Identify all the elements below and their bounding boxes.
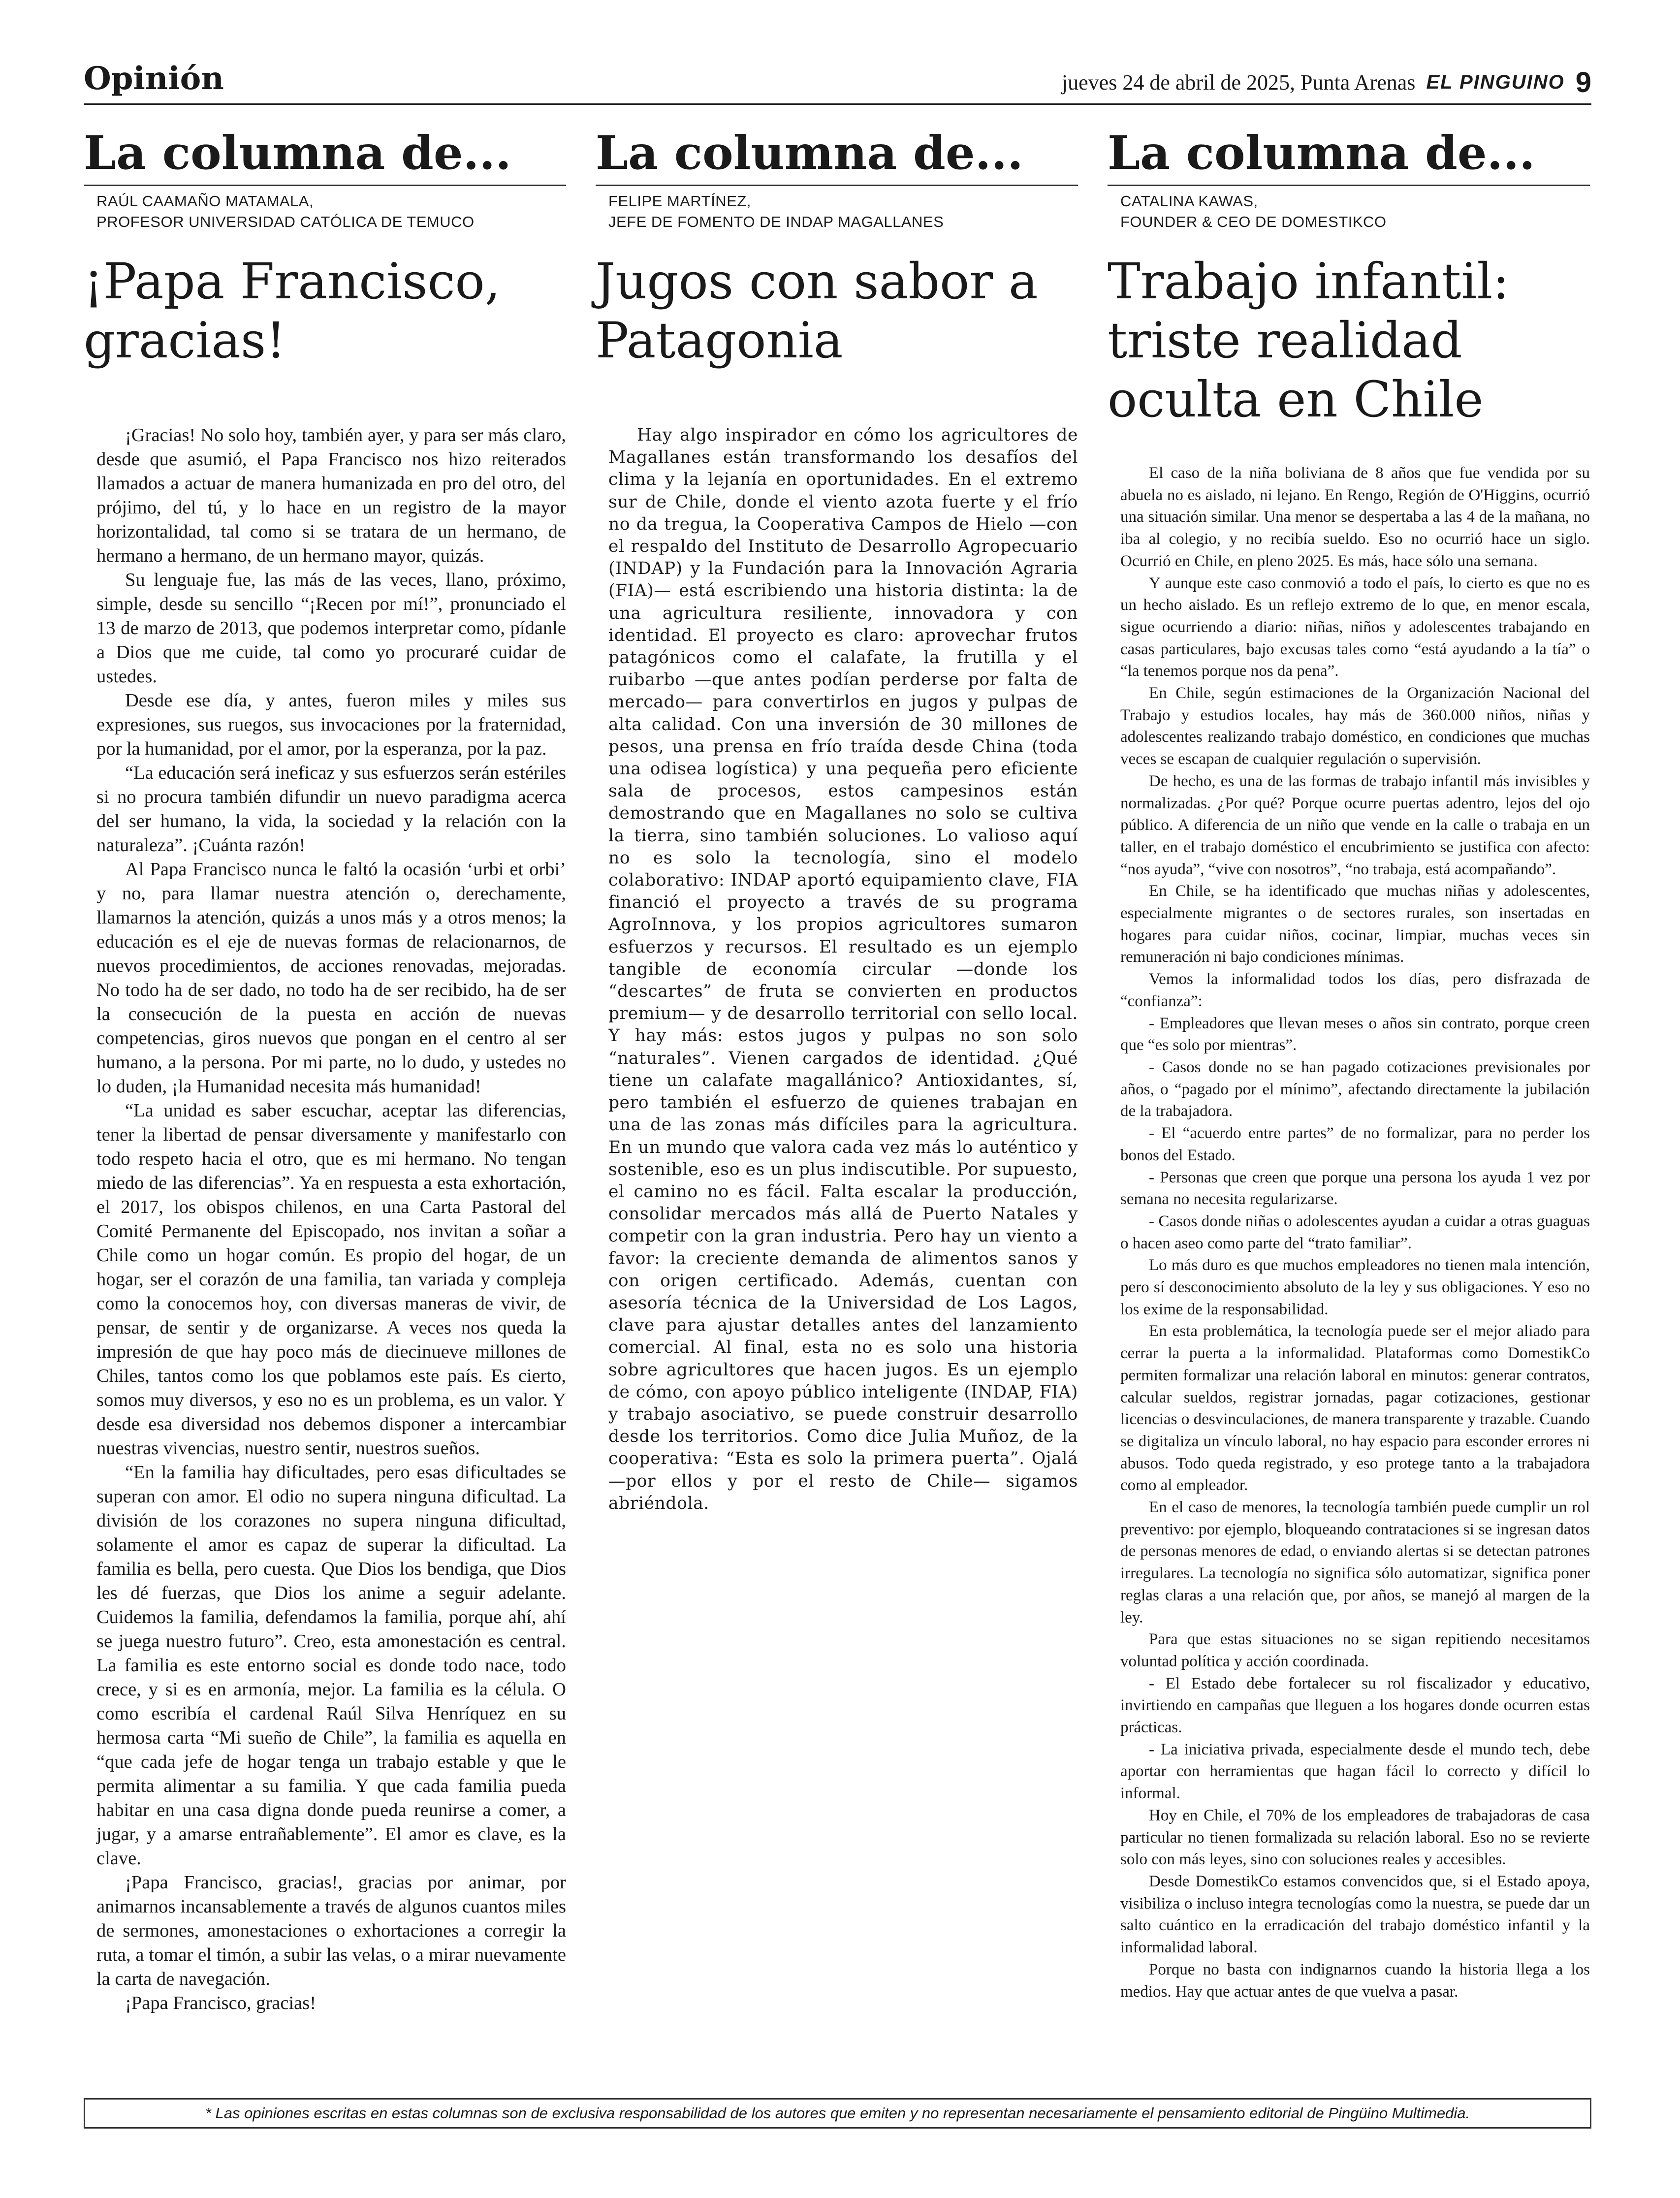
- article-paragraph: En Chile, se ha identificado que muchas niñas y adolescentes, especialmente migrantes o de sectores rurales, son insertadas en hogares para cuidar niños, cocinar, limpiar, muchas veces sin remuneración ni bajo condiciones mínimas.: [1120, 882, 1590, 966]
- author-role: PROFESOR UNIVERSIDAD CATÓLICA DE TEMUCO: [96, 213, 475, 230]
- article-paragraph: - Empleadores que llevan meses o años sin contrato, porque creen que “es solo por mientras”.: [1120, 1014, 1590, 1054]
- article-paragraph: - La iniciativa privada, especialmente desde el mundo tech, debe aportar con herramientas que hagan fácil lo correcto y difícil lo informal.: [1120, 1740, 1590, 1803]
- article-paragraph: Vemos la informalidad todos los días, pero disfrazada de “confianza”:: [1120, 970, 1590, 1010]
- header-info: [1062, 65, 1591, 99]
- article-paragraph: Su lenguaje fue, las más de las veces, llano, próximo, simple, desde su sencillo “¡Recen por mí!”, pronunciado el 13 de marzo de 2013, que podemos interpretar como, pídanle a Dios que me cuide, tal como yo procuraré cuidar de ustedes.: [96, 570, 566, 687]
- article-paragraph: Desde DomestikCo estamos convencidos que, si el Estado apoya, visibiliza o incluso integra tecnologías como la nuestra, se puede dar un salto cuántico en la erradicación del trabajo doméstico infantil y la informalidad laboral.: [1120, 1873, 1590, 1957]
- article-paragraph: ¡Gracias! No solo hoy, también ayer, y para ser más claro, desde que asumió, el Papa Francisco nos hizo reiterados llamados a actuar de manera humanizada en pro del otro, del prójimo, del tú, y lo hace en un registro de la mayor horizontalidad, tal como si se tratara de un hermano, de hermano a hermano, de un hermano mayor, quizás.: [96, 425, 566, 566]
- article-paragraph: El caso de la niña boliviana de 8 años que fue vendida por su abuela no es aislado, ni lejano. En Rengo, Región de O'Higgins, ocurrió una situación similar. Una menor se despertaba a las 4 de la mañana, no iba al colegio, y no recibía sueldo. Eso no ocurrió hace un siglo. Ocurrió en Chile, en pleno 2025. Es más, hace sólo una semana.: [1120, 464, 1590, 570]
- article-paragraph: En el caso de menores, la tecnología también puede cumplir un rol preventivo: por ejemplo, bloqueando contrataciones si se ingresan datos de personas menores de edad, o enviando alertas si se detectan patrones irregulares. La tecnología no significa sólo automatizar, significa poner reglas claras a una relación que, por años, se manejó al margen de la ley.: [1120, 1498, 1590, 1626]
- article-paragraph: Y aunque este caso conmovió a todo el país, lo cierto es que no es un hecho aislado. Es un reflejo extremo de lo que, en menor escala, sigue ocurriendo a diario: niñas, niños y adolescentes trabajando en casas particulares, bajo excusas tales como “está ayudando a la tía” o “la tenemos porque nos da pena”.: [1120, 574, 1590, 680]
- author-name: FELIPE MARTÍNEZ,: [608, 192, 751, 210]
- article-paragraph: Lo más duro es que muchos empleadores no tienen mala intención, pero sí desconocimiento absoluto de la ley y sus obligaciones. Y eso no los exime de la responsabilidad.: [1120, 1256, 1590, 1318]
- article-paragraph: - Personas que creen que porque una persona los ayuda 1 vez por semana no necesita regularizarse.: [1120, 1168, 1590, 1209]
- article-title: ¡Papa Francisco, gracias!: [84, 253, 501, 369]
- article-paragraph: Porque no basta con indignarnos cuando la historia llega a los medios. Hay que actuar antes de que vuelva a pasar.: [1120, 1960, 1590, 2001]
- author-byline: [1108, 191, 1590, 232]
- disclaimer-box: [84, 2098, 1591, 2129]
- column-kicker: La columna de...: [1108, 126, 1590, 186]
- article-paragraph: “En la familia hay dificultades, pero esas dificultades se superan con amor. El odio no supera ninguna dificultad. La división de los corazones no supera ninguna dificultad, solamente el amor es capaz de superar la dificultad. La familia es bella, pero cuesta. Que Dios los bendiga, que Dios les dé fuerzas, que Dios los anime a seguir adelante. Cuidemos la familia, defendamos la familia, porque ahí, ahí se juega nuestro futuro”. Creo, esta amonestación es central. La familia es este entorno social es donde todo nace, todo crece, y si es en armonía, mejor. La familia es la célula. O como escribía el cardenal Raúl Silva Henríquez en su hermosa carta “Mi sueño de Chile”, la familia es aquella en “que cada jefe de hogar tenga un trabajo estable y que le permita alimentar a su familia. Y que cada familia pueda habitar en una casa digna donde pueda reunirse a comer, a jugar, y a amarse entrañablemente”. El amor es clave, es la clave.: [96, 1462, 566, 1869]
- article-paragraph: ¡Papa Francisco, gracias!: [125, 1993, 317, 2013]
- column-caamano: [84, 126, 566, 2015]
- article-paragraph: Hay algo inspirador en cómo los agricultores de Magallanes están transformando los desafíos del clima y la lejanía en oportunidades. En el extremo sur de Chile, donde el viento azota fuerte y el frío no da tregua, la Cooperativa Campos de Hielo —con el respaldo del Instituto de Desarrollo Agropecuario (INDAP) y la Fundación para la Innovación Agraria (FIA)— está escribiendo una historia distinta: la de una agricultura resiliente, innovadora y con identidad. El proyecto es claro: aprovechar frutos patagónicos como el calafate, la frutilla y el ruibarbo —que antes podían perderse por falta de mercado— para convertirlos en jugos y pulpas de alta calidad. Con una inversión de 30 millones de pesos, una prensa en frío traída desde China (toda una odisea logística) y una pequeña pero eficiente sala de procesos, estos campesinos están demostrando que en Magallanes no solo se cultiva la tierra, sino también soluciones. Lo valioso aquí no es solo la tecnología, sino el modelo colaborativo: INDAP aportó equipamiento clave, FIA financió el proyecto a través de su programa AgroInnova, y los propios agricultores sumaron esfuerzos y recursos. El resultado es un ejemplo tangible de economía circular —donde los “descartes” de fruta se convierten en productos premium— y de desarrollo territorial con sello local. Y hay más: estos jugos y pulpas no son solo “naturales”. Vienen cargados de identidad. ¿Qué tiene un calafate magallánico? Antioxidantes, sí, pero también el esfuerzo de quienes trabajan en una de las zonas más difíciles para la agricultura. En un mundo que valora cada vez más lo auténtico y sostenible, eso es un plus indiscutible. Por supuesto, el camino no es fácil. Falta escalar la producción, consolidar mercados más allá de Puerto Natales y competir con la gran industria. Pero hay un viento a favor: la creciente demanda de alimentos sanos y con origen certificado. Además, cuentan con asesoría técnica de la Universidad de Los Lagos, clave para ajustar detalles antes del lanzamiento comercial. Al final, esta no es solo una historia sobre agricultores que hacen jugos. Es un ejemplo de cómo, con apoyo público inteligente (INDAP, FIA) y trabajo asociativo, se puede construir desarrollo desde los territorios. Como dice Julia Muñoz, de la cooperativa: “Esta es solo la primera puerta”. Ojalá —por ellos y por el resto de Chile— sigamos abriéndola.: [608, 425, 1078, 1513]
- article-paragraph: - Casos donde no se han pagado cotizaciones previsionales por años, o “pagado por el mínimo”, afectando directamente la jubilación de la trabajadora.: [1120, 1058, 1590, 1120]
- article-paragraph: De hecho, es una de las formas de trabajo infantil más invisibles y normalizadas. ¿Por qué? Porque ocurre puertas adentro, lejos del ojo público. A diferencia de un niño que vende en la calle o trabaja en un taller, en el trabajo doméstico el encubrimiento se justifica con afecto: “nos ayuda”, “vive con nosotros”, “no trabaja, está acompañando”.: [1120, 772, 1590, 878]
- column-kawas: [1108, 126, 1590, 2003]
- disclaimer-text: * Las opiniones escritas en estas columnas son de exclusiva responsabilidad de los autores que emiten y no representan necesariamente el pensamiento editorial de Pingüino Multimedia.: [205, 2104, 1470, 2122]
- author-byline: [596, 191, 1078, 232]
- article-paragraph: En Chile, según estimaciones de la Organización Nacional del Trabajo y estudios locales, hay más de 360.000 niños, niñas y adolescentes realizando trabajo doméstico, en condiciones que muchas veces se escapan de cualquier regulación o supervisión.: [1120, 684, 1590, 768]
- publication-logo: EL PINGUINO: [1426, 71, 1565, 93]
- column-kicker: La columna de...: [596, 126, 1078, 186]
- article-paragraph: - El Estado debe fortalecer su rol fiscalizador y educativo, invirtiendo en campañas que lleguen a los hogares donde ocurren estas prácticas.: [1120, 1674, 1590, 1737]
- article-paragraph: Para que estas situaciones no se sigan repitiendo necesitamos voluntad política y acción coordinada.: [1120, 1630, 1590, 1670]
- article-body: [596, 424, 1078, 1515]
- page-number: 9: [1575, 66, 1591, 98]
- article-paragraph: En esta problemática, la tecnología puede ser el mejor aliado para cerrar la puerta a la informalidad. Plataformas como DomestikCo permiten formalizar una relación laboral en minutos: generar contratos, calcular sueldos, registrar jornadas, pagar cotizaciones, gestionar licencias o desvinculaciones, de manera transparente y trazable. Cuando se digitaliza un vínculo laboral, no hay espacio para esconder errores ni abusos. Todo queda registrado, y eso protege tanto a la trabajadora como al empleador.: [1120, 1322, 1590, 1495]
- column-martinez: [596, 126, 1078, 1515]
- article-paragraph: Al Papa Francisco nunca le faltó la ocasión ‘urbi et orbi’ y no, para llamar nuestra atención o, derechamente, llamarnos la atención, quizás a unos más y a otros menos; la educación es el eje de nuevas formas de relacionarnos, de nuevos procedimientos, de acciones renovadas, mejoradas. No todo ha de ser dado, no todo ha de ser recibido, ha de ser la consecución de la puesta en acción de nuevas competencias, giros nuevos que pongan en el centro al ser humano, a la persona. Por mi parte, no lo dudo, y ustedes no lo duden, ¡la Humanidad necesita más humanidad!: [96, 859, 566, 1097]
- column-kicker: La columna de...: [84, 126, 566, 186]
- page-header: [84, 59, 1591, 105]
- article-paragraph: - El “acuerdo entre partes” de no formalizar, para no perder los bonos del Estado.: [1120, 1124, 1590, 1164]
- author-name: CATALINA KAWAS,: [1120, 192, 1258, 210]
- article-paragraph: “La unidad es saber escuchar, aceptar las diferencias, tener la libertad de pensar diversamente y manifestarlo con todo respeto hacia el otro, que es mi hermano. No tengan miedo de las diferencias”. Ya en respuesta a esta exhortación, el 2017, los obispos chilenos, en una Carta Pastoral del Comité Permanente del Episcopado, nos invitan a soñar a Chile como un hogar común. Es propio del hogar, de un hogar, ser el corazón de una familia, tan variada y compleja como la conocemos hoy, con diversas maneras de vivir, de pensar, de sentir y de organizarse. A veces nos queda la impresión de que hay poco más de diecinueve millones de Chiles, tantos como los que poblamos este país. Es cierto, somos muy diversos, y eso no es un problema, es un valor. Y desde esa diversidad nos debemos disponer a intercambiar nuestras vivencias, nuestro sentir, nuestros sueños.: [96, 1100, 566, 1459]
- dateline: jueves 24 de abril de 2025, Punta Arenas: [1061, 70, 1416, 95]
- article-title: Jugos con sabor a Patagonia: [596, 253, 1038, 369]
- author-role: FOUNDER & CEO DE DOMESTIKCO: [1120, 213, 1387, 230]
- author-role: JEFE DE FOMENTO DE INDAP MAGALLANES: [608, 213, 944, 230]
- section-name: Opinión: [84, 60, 224, 97]
- author-byline: [84, 191, 566, 232]
- article-paragraph: Hoy en Chile, el 70% de los empleadores de trabajadoras de casa particular no tienen formalizada su relación laboral. Eso no se revierte solo con más leyes, sino con soluciones reales y accesibles.: [1120, 1806, 1590, 1869]
- article-body: [1108, 462, 1590, 2003]
- article-title: Trabajo infantil: triste realidad oculta en Chile: [1108, 253, 1510, 428]
- article-body: [84, 423, 566, 2015]
- article-paragraph: “La educación será ineficaz y sus esfuerzos serán estériles si no procura también difundir un nuevo paradigma acerca del ser humano, la vida, la sociedad y la relación con la naturaleza”. ¡Cuánta razón!: [96, 763, 566, 856]
- article-paragraph: ¡Papa Francisco, gracias!, gracias por animar, por animarnos incansablemente a través de algunos cuantos miles de sermones, amonestaciones o exhortaciones a corregir la ruta, a tomar el timón, a subir las velas, o a mirar nuevamente la carta de navegación.: [96, 1872, 566, 1989]
- author-name: RAÚL CAAMAÑO MATAMALA,: [96, 192, 314, 210]
- article-paragraph: - Casos donde niñas o adolescentes ayudan a cuidar a otras guaguas o hacen aseo como parte del “trato familiar”.: [1120, 1212, 1590, 1252]
- article-paragraph: Desde ese día, y antes, fueron miles y miles sus expresiones, sus ruegos, sus invocaciones por la fraternidad, por la humanidad, por el amor, por la esperanza, por la paz.: [96, 690, 566, 759]
